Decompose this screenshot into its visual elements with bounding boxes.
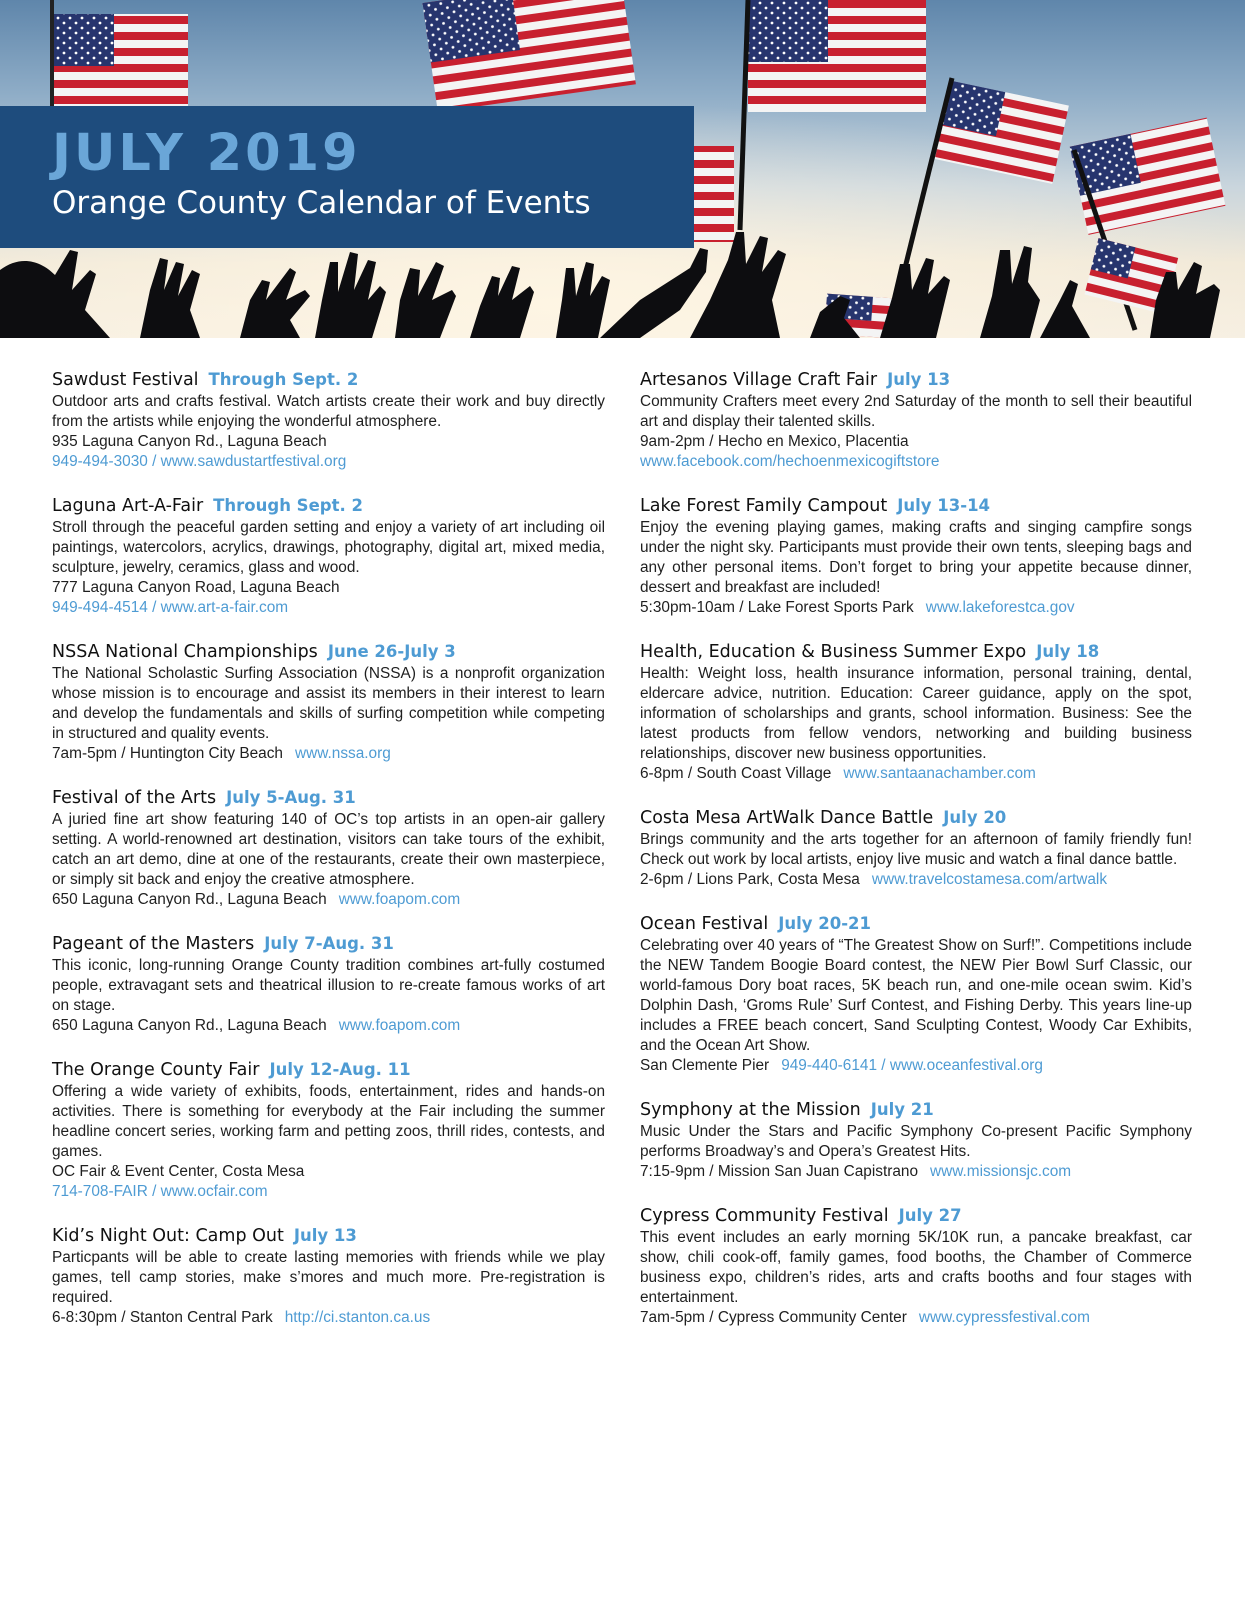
event-description: This event includes an early morning 5K/10K run, a pancake breakfast, car show, chili cook-off, family games, food booths, the Chamber of Commerce business expo, children’s rides, arts and crafts booths and four stages with entertainment. [640, 1229, 1192, 1306]
event-website-link[interactable]: http://ci.stanton.ca.us [284, 1309, 431, 1326]
event-entry [640, 640, 1192, 784]
event-time-location [640, 598, 1192, 618]
event-info: San Clemente Pier [640, 1057, 770, 1074]
event-time-location [640, 1162, 1192, 1182]
event-time-location [640, 1308, 1192, 1328]
event-website-link[interactable]: www.foapom.com [338, 1017, 461, 1034]
event-name: Pageant of the Masters [52, 934, 255, 954]
event-description: Outdoor arts and crafts festival. Watch artists create their work and buy directly from the artists while enjoying the wonderful atmosphere. [52, 393, 605, 430]
event-date: July 20-21 [778, 914, 872, 933]
event-entry [640, 1098, 1192, 1182]
event-name: Festival of the Arts [52, 788, 217, 808]
page-title: JULY 2019 [52, 124, 361, 183]
event-info: 7:15-9pm / Mission San Juan Capistrano [640, 1163, 919, 1180]
event-time-location [52, 890, 605, 910]
event-description: Stroll through the peaceful garden setting and enjoy a variety of art including oil paintings, watercolors, acrylics, drawings, photography, digital art, mixed media, sculpture, jewelry, ceramics, glass and wood. [52, 519, 605, 576]
event-date: July 7-Aug. 31 [264, 934, 394, 953]
event-entry [640, 368, 1192, 472]
event-entry [52, 1058, 605, 1202]
event-website-link[interactable]: www.lakeforestca.gov [925, 599, 1075, 616]
event-entry [640, 494, 1192, 618]
flag-icon [694, 146, 734, 242]
event-description: Music Under the Stars and Pacific Symphony Co-present Pacific Symphony performs Broadway’s and Opera’s Greatest Hits. [640, 1123, 1192, 1160]
event-date: July 12-Aug. 11 [269, 1060, 411, 1079]
event-heading [52, 932, 605, 956]
event-website-link[interactable]: www.foapom.com [338, 891, 461, 908]
event-info: 7am-5pm / Huntington City Beach [52, 745, 283, 762]
event-info: 2-6pm / Lions Park, Costa Mesa [640, 871, 860, 888]
event-heading [640, 368, 1192, 392]
event-description: Community Crafters meet every 2nd Saturday of the month to sell their beautiful art and display their talented skills. [640, 393, 1192, 430]
event-name: Artesanos Village Craft Fair [640, 370, 878, 390]
event-time-location [52, 744, 605, 764]
event-info: 5:30pm-10am / Lake Forest Sports Park [640, 599, 914, 616]
event-info: 7am-5pm / Cypress Community Center [640, 1309, 907, 1326]
title-banner [0, 106, 694, 248]
event-heading [640, 1098, 1192, 1122]
event-name: Health, Education & Business Summer Expo [640, 642, 1027, 662]
event-time-location [640, 764, 1192, 784]
event-entry [640, 806, 1192, 890]
event-description: This iconic, long-running Orange County tradition combines art-fully costumed people, extravagant sets and theatrical illusion to re-create famous works of art on stage. [52, 957, 605, 1014]
event-heading [640, 494, 1192, 518]
event-info: 6-8:30pm / Stanton Central Park [52, 1309, 273, 1326]
page-subtitle: Orange County Calendar of Events [52, 185, 591, 221]
event-description: The National Scholastic Surfing Association (NSSA) is a nonprofit organization whose mission is to encourage and assist its members in their interest to learn and develop the fundamentals and skills of surfing competition while competing in structured and quality events. [52, 665, 605, 742]
event-description: Health: Weight loss, health insurance information, personal training, dental, eldercare advice, nutrition. Education: Career guidance, apply on the spot, information of scholarships and grants, school information. Business: See the latest products from fellow vendors, networking and building business relationships, discover new business opportunities. [640, 665, 1192, 762]
event-heading [640, 640, 1192, 664]
event-date: July 18 [1036, 642, 1100, 661]
event-description: Enjoy the evening playing games, making crafts and singing campfire songs under the night sky. Participants must provide their own tents, sleeping bags and any other personal items. Don’t forget to bring your appetite because dinner, dessert and breakfast are included! [640, 519, 1192, 596]
event-entry [640, 912, 1192, 1076]
event-website-link[interactable]: www.nssa.org [294, 745, 391, 762]
event-date: Through Sept. 2 [213, 496, 363, 515]
event-time-location [640, 1056, 1192, 1076]
event-name: Costa Mesa ArtWalk Dance Battle [640, 808, 934, 828]
event-location: 777 Laguna Canyon Road, Laguna Beach [52, 579, 340, 596]
event-time-location [640, 870, 1192, 890]
event-entry [52, 640, 605, 764]
event-heading [52, 786, 605, 810]
event-entry [52, 1224, 605, 1328]
event-website-link[interactable]: www.missionsjc.com [930, 1163, 1072, 1180]
event-date: July 13-14 [897, 496, 991, 515]
event-location: OC Fair & Event Center, Costa Mesa [52, 1163, 305, 1180]
event-description: A juried fine art show featuring 140 of OC’s top artists in an open-air gallery setting. A world-renowned art destination, visitors can take tours of the exhibit, catch an art demo, dine at one of the restaurants, create their own masterpiece, or simply sit back and enjoy the creative atmosphere. [52, 811, 605, 888]
event-contact-link[interactable]: 949-494-3030 / www.sawdustartfestival.org [52, 453, 347, 470]
event-name: The Orange County Fair [52, 1060, 260, 1080]
event-date: July 13 [887, 370, 951, 389]
event-description: Offering a wide variety of exhibits, foods, entertainment, rides and hands-on activities. There is something for everybody at the Fair including the summer headline concert series, working farm and petting zoos, thrill rides, contests, and games. [52, 1083, 605, 1160]
event-date: July 21 [870, 1100, 934, 1119]
header-banner-image [0, 0, 1245, 338]
event-name: Sawdust Festival [52, 370, 199, 390]
event-website-link[interactable]: www.cypressfestival.com [918, 1309, 1090, 1326]
event-info: 6-8pm / South Coast Village [640, 765, 832, 782]
event-heading [640, 912, 1192, 936]
flag-icon [52, 0, 188, 120]
event-date: July 5-Aug. 31 [226, 788, 356, 807]
events-column-left [52, 368, 605, 1350]
event-time-location [52, 1016, 605, 1036]
event-entry [52, 786, 605, 910]
event-contact-link[interactable]: www.facebook.com/hechoenmexicogiftstore [640, 453, 940, 470]
event-name: Lake Forest Family Campout [640, 496, 888, 516]
event-description: Particpants will be able to create lasting memories with friends while we play games, tell camp stories, make s’mores and much more. Pre-registration is required. [52, 1249, 605, 1306]
event-name: Kid’s Night Out: Camp Out [52, 1226, 284, 1246]
event-website-link[interactable]: www.santaanachamber.com [843, 765, 1036, 782]
event-location: 9am-2pm / Hecho en Mexico, Placentia [640, 433, 909, 450]
event-name: Symphony at the Mission [640, 1100, 861, 1120]
event-name: Laguna Art-A-Fair [52, 496, 204, 516]
event-date: July 13 [293, 1226, 357, 1245]
event-entry [52, 494, 605, 618]
event-date: June 26-July 3 [327, 642, 456, 661]
event-location: 935 Laguna Canyon Rd., Laguna Beach [52, 433, 327, 450]
event-info: 650 Laguna Canyon Rd., Laguna Beach [52, 1017, 327, 1034]
event-description: Celebrating over 40 years of “The Greatest Show on Surf!”. Competitions include the NEW Tandem Boogie Board contest, the NEW Pier Bowl Surf Classic, our world-famous Dory boat races, 5K beach run, and one-mile ocean swim. Kid’s Dolphin Dash, ‘Groms Rule’ Surf Contest, and Fishing Derby. This years line-up includes a FREE beach concert, Sand Sculpting Contest, Woody Car Exhibits, and the Ocean Art Show. [640, 937, 1192, 1054]
event-date: July 20 [943, 808, 1007, 827]
event-heading [640, 806, 1192, 830]
event-heading [52, 1058, 605, 1082]
event-entry [640, 1204, 1192, 1328]
event-name: NSSA National Championships [52, 642, 318, 662]
event-contact-link[interactable]: 714-708-FAIR / www.ocfair.com [52, 1183, 268, 1200]
event-name: Cypress Community Festival [640, 1206, 889, 1226]
event-info: 650 Laguna Canyon Rd., Laguna Beach [52, 891, 327, 908]
event-date: July 27 [898, 1206, 962, 1225]
event-heading [52, 494, 605, 518]
event-website-link[interactable]: www.travelcostamesa.com/artwalk [871, 871, 1108, 888]
event-date: Through Sept. 2 [208, 370, 359, 389]
event-heading [640, 1204, 1192, 1228]
event-heading [52, 368, 605, 392]
event-entry [52, 932, 605, 1036]
events-column-right [640, 368, 1192, 1350]
event-description: Brings community and the arts together for an afternoon of family friendly fun! Check out work by local artists, enjoy live music and watch a final dance battle. [640, 831, 1192, 868]
event-time-location [52, 1308, 605, 1328]
event-heading [52, 1224, 605, 1248]
event-contact-link[interactable]: 949-494-4514 / www.art-a-fair.com [52, 599, 289, 616]
event-entry [52, 368, 605, 472]
event-name: Ocean Festival [640, 914, 769, 934]
event-website-link[interactable]: 949-440-6141 / www.oceanfestival.org [781, 1057, 1043, 1074]
event-heading [52, 640, 605, 664]
